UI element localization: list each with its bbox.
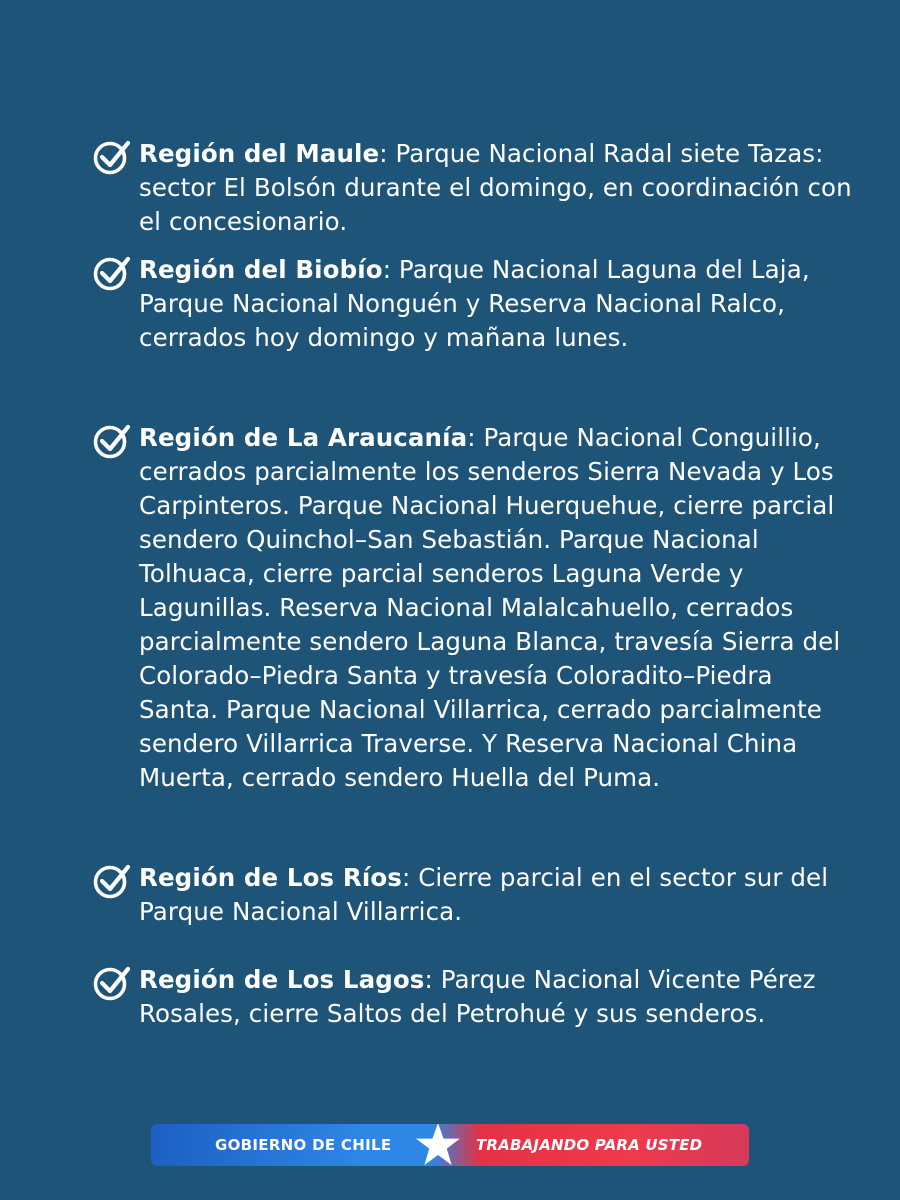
- list-item-maule: [92, 137, 852, 239]
- region-description: : Cierre parcial en el sector sur del Parque Nacional Villarrica.: [139, 863, 829, 926]
- item-text: [139, 861, 852, 929]
- region-description: : Parque Nacional Vicente Pérez Rosales, cierre Saltos del Petrohué y sus senderos.: [139, 965, 816, 1028]
- footer-gobierno-label: GOBIERNO DE CHILE: [215, 1136, 392, 1154]
- item-text: [139, 253, 852, 355]
- region-name: Región del Maule: [139, 139, 380, 168]
- check-circle-icon: [92, 137, 132, 177]
- check-circle-icon: [92, 963, 132, 1003]
- star-icon: [413, 1124, 463, 1166]
- region-name: Región del Biobío: [139, 255, 383, 284]
- list-item-biobio: [92, 253, 852, 355]
- government-footer-banner: [151, 1124, 749, 1166]
- region-description: : Parque Nacional Conguillio, cerrados parcialmente los senderos Sierra Nevada y Los Carpinteros. Parque Nacional Huerquehue, cierre parcial sendero Quinchol–San Sebastián. Parque Nacional Tolhuaca, cierre parcial senderos Laguna Verde y Lagunillas. Reserva Nacional Malalcahuello, cerrados parcialmente sendero Laguna Blanca, travesía Sierra del Colorado–Piedra Santa y travesía Coloradito–Piedra Santa. Parque Nacional Villarrica, cerrado parcialmente sendero Villarrica Traverse. Y Reserva Nacional China Muerta, cerrado sendero Huella del Puma.: [139, 423, 841, 792]
- region-name: Región de La Araucanía: [139, 423, 468, 452]
- list-item-los-lagos: [92, 963, 852, 1031]
- region-description: : Parque Nacional Laguna del Laja, Parque Nacional Nonguén y Reserva Nacional Ralco, cerrados hoy domingo y mañana lunes.: [139, 255, 810, 352]
- check-circle-icon: [92, 421, 132, 461]
- list-item-los-rios: [92, 861, 852, 929]
- item-text: [139, 963, 852, 1031]
- region-name: Región de Los Ríos: [139, 863, 402, 892]
- check-circle-icon: [92, 861, 132, 901]
- item-text: [139, 421, 852, 795]
- region-name: Región de Los Lagos: [139, 965, 425, 994]
- region-description: : Parque Nacional Radal siete Tazas: sector El Bolsón durante el domingo, en coordinación con el concesionario.: [139, 139, 852, 236]
- footer-trabajando-label: TRABAJANDO PARA USTED: [476, 1136, 703, 1154]
- item-text: [139, 137, 852, 239]
- check-circle-icon: [92, 253, 132, 293]
- list-item-araucania: [92, 421, 852, 795]
